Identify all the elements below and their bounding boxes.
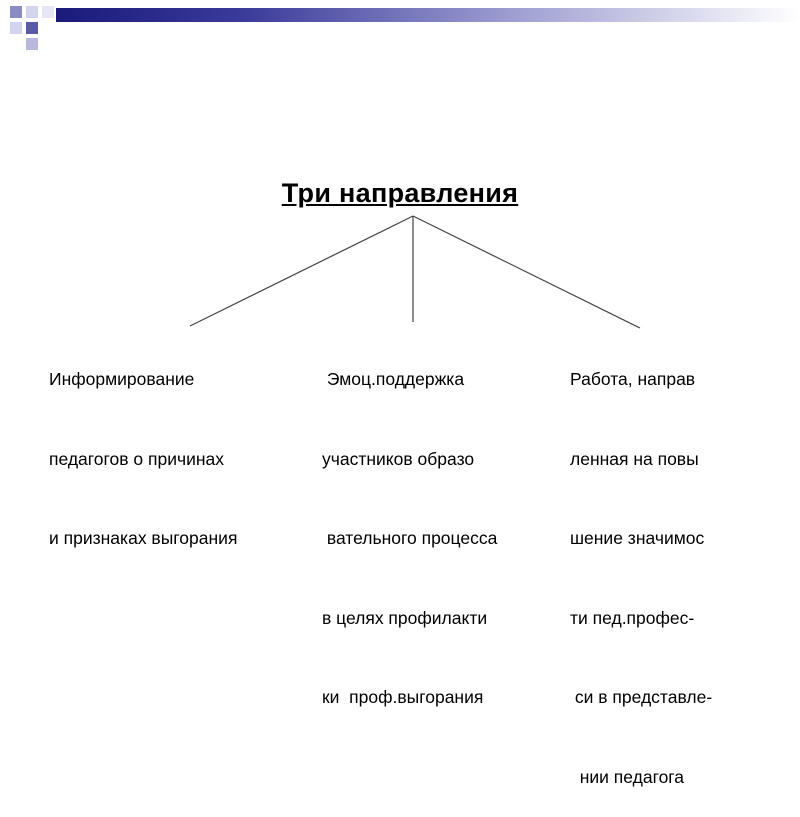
branch-line: ленная на повы	[570, 448, 699, 469]
branch-line: в целях профилакти	[322, 607, 488, 628]
branch-line: нии педагога	[570, 766, 685, 787]
branch-emotional-support	[322, 313, 497, 737]
branch-significance-work	[570, 313, 712, 817]
branch-line: шение значимос	[570, 528, 705, 548]
branch-line: вательного процесса	[322, 528, 498, 548]
branch-line: Информирование	[49, 369, 195, 389]
branch-line: педагогов о причинах	[49, 448, 225, 469]
branch-informing	[49, 313, 237, 578]
connector-right	[413, 216, 640, 328]
branch-line: и признаках выгорания	[49, 528, 238, 548]
diagram-title: Три направления	[281, 178, 519, 208]
branch-line: ти пед.профес-	[570, 607, 695, 628]
branch-line: си в представле-	[570, 687, 713, 707]
branch-line: ки проф.выгорания	[322, 687, 484, 707]
connector-left	[190, 216, 413, 326]
branch-line: Эмоц.поддержка	[322, 369, 465, 389]
branch-line: участников образо	[322, 448, 475, 469]
branch-line: Работа, направ	[570, 369, 696, 389]
